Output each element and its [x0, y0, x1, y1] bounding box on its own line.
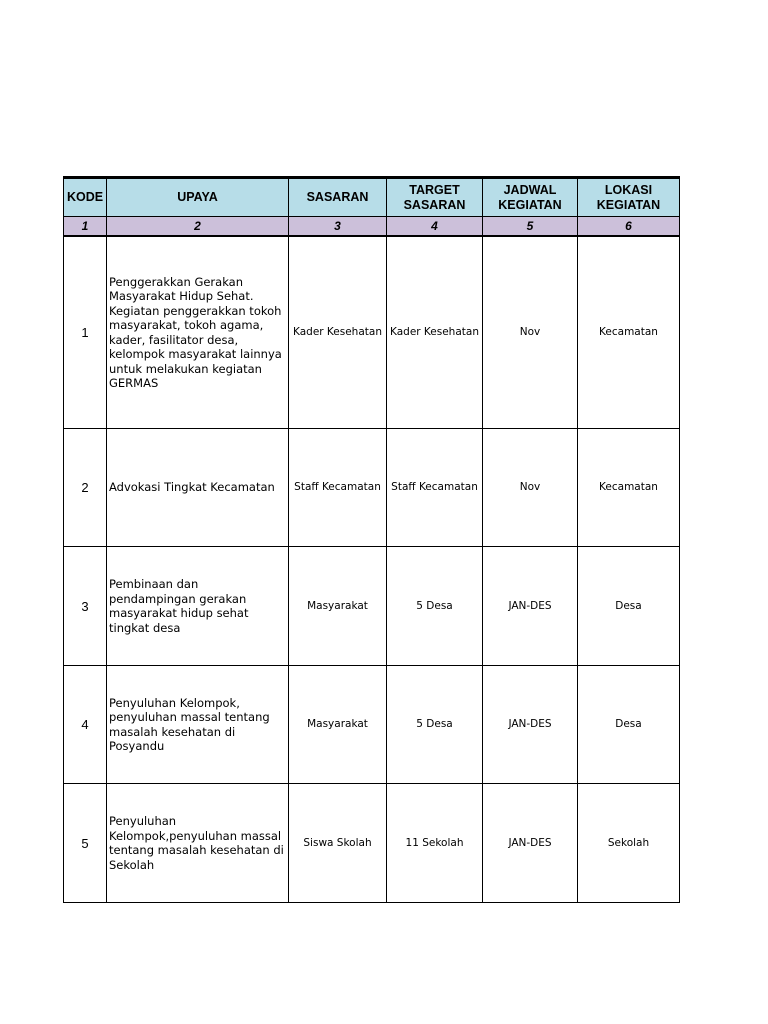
header-sasaran-label: SASARAN [306, 190, 369, 204]
header-row [64, 178, 680, 217]
cell-sasaran: Masyarakat [289, 547, 387, 666]
cell-lokasi: Sekolah [578, 784, 680, 903]
header-jadwal-line1: JADWAL [503, 182, 557, 197]
cell-sasaran: Siswa Skolah [289, 784, 387, 903]
cell-lokasi: Desa [578, 666, 680, 784]
cell-upaya-text: Advokasi Tingkat Kecamatan [109, 480, 275, 495]
column-number: 2 [107, 217, 289, 237]
cell-lokasi: Desa [578, 547, 680, 666]
header-jadwal-kegiatan [483, 178, 578, 217]
cell-upaya [107, 666, 289, 784]
column-number: 5 [483, 217, 578, 237]
header-lokasi-kegiatan [578, 178, 680, 217]
header-kode [64, 178, 107, 217]
column-number-row [64, 217, 680, 237]
cell-jadwal: JAN-DES [483, 666, 578, 784]
header-target-sasaran [387, 178, 483, 217]
cell-upaya-text: Penyuluhan Kelompok, penyuluhan massal tentang masalah kesehatan di Posyandu [109, 695, 270, 753]
cell-kode: 1 [64, 236, 107, 429]
header-kode-label: KODE [66, 190, 104, 204]
cell-target: Kader Kesehatan [387, 236, 483, 429]
header-target-line1: TARGET [409, 182, 460, 197]
cell-sasaran: Masyarakat [289, 666, 387, 784]
cell-upaya-text: Pembinaan dan pendampingan gerakan masyarakat hidup sehat tingkat desa [109, 577, 249, 635]
column-number: 6 [578, 217, 680, 237]
cell-target: 5 Desa [387, 666, 483, 784]
table-row [64, 236, 680, 429]
column-number: 3 [289, 217, 387, 237]
spreadsheet-table-container [63, 176, 679, 903]
cell-jadwal: Nov [483, 236, 578, 429]
cell-kode: 3 [64, 547, 107, 666]
header-sasaran [289, 178, 387, 217]
cell-sasaran: Kader Kesehatan [289, 236, 387, 429]
header-upaya [107, 178, 289, 217]
cell-kode: 4 [64, 666, 107, 784]
activity-plan-table [63, 176, 680, 903]
cell-target: 5 Desa [387, 547, 483, 666]
table-row [64, 784, 680, 903]
cell-lokasi: Kecamatan [578, 236, 680, 429]
cell-sasaran: Staff Kecamatan [289, 429, 387, 547]
cell-upaya [107, 429, 289, 547]
header-lokasi-line2: KEGIATAN [596, 197, 661, 212]
cell-upaya [107, 236, 289, 429]
cell-target: 11 Sekolah [387, 784, 483, 903]
column-number: 1 [64, 217, 107, 237]
cell-upaya-text: Penyuluhan Kelompok,penyuluhan massal tentang masalah kesehatan di Sekolah [109, 814, 284, 872]
cell-target: Staff Kecamatan [387, 429, 483, 547]
table-row [64, 429, 680, 547]
cell-kode: 5 [64, 784, 107, 903]
table-row [64, 547, 680, 666]
cell-lokasi: Kecamatan [578, 429, 680, 547]
header-target-line2: SASARAN [403, 197, 466, 212]
column-number: 4 [387, 217, 483, 237]
cell-upaya-text: Penggerakkan Gerakan Masyarakat Hidup Sehat. Kegiatan penggerakkan tokoh masyarakat, tokoh agama, kader, fasilitator desa, kelompok masyarakat lainnya untuk melakukan kegiatan GERMAS [109, 274, 282, 390]
header-lokasi-line1: LOKASI [604, 182, 653, 197]
table-row [64, 666, 680, 784]
cell-kode: 2 [64, 429, 107, 547]
cell-upaya [107, 547, 289, 666]
cell-jadwal: JAN-DES [483, 547, 578, 666]
header-jadwal-line2: KEGIATAN [498, 197, 562, 212]
cell-jadwal: Nov [483, 429, 578, 547]
cell-upaya [107, 784, 289, 903]
cell-jadwal: JAN-DES [483, 784, 578, 903]
header-upaya-label: UPAYA [177, 190, 218, 204]
